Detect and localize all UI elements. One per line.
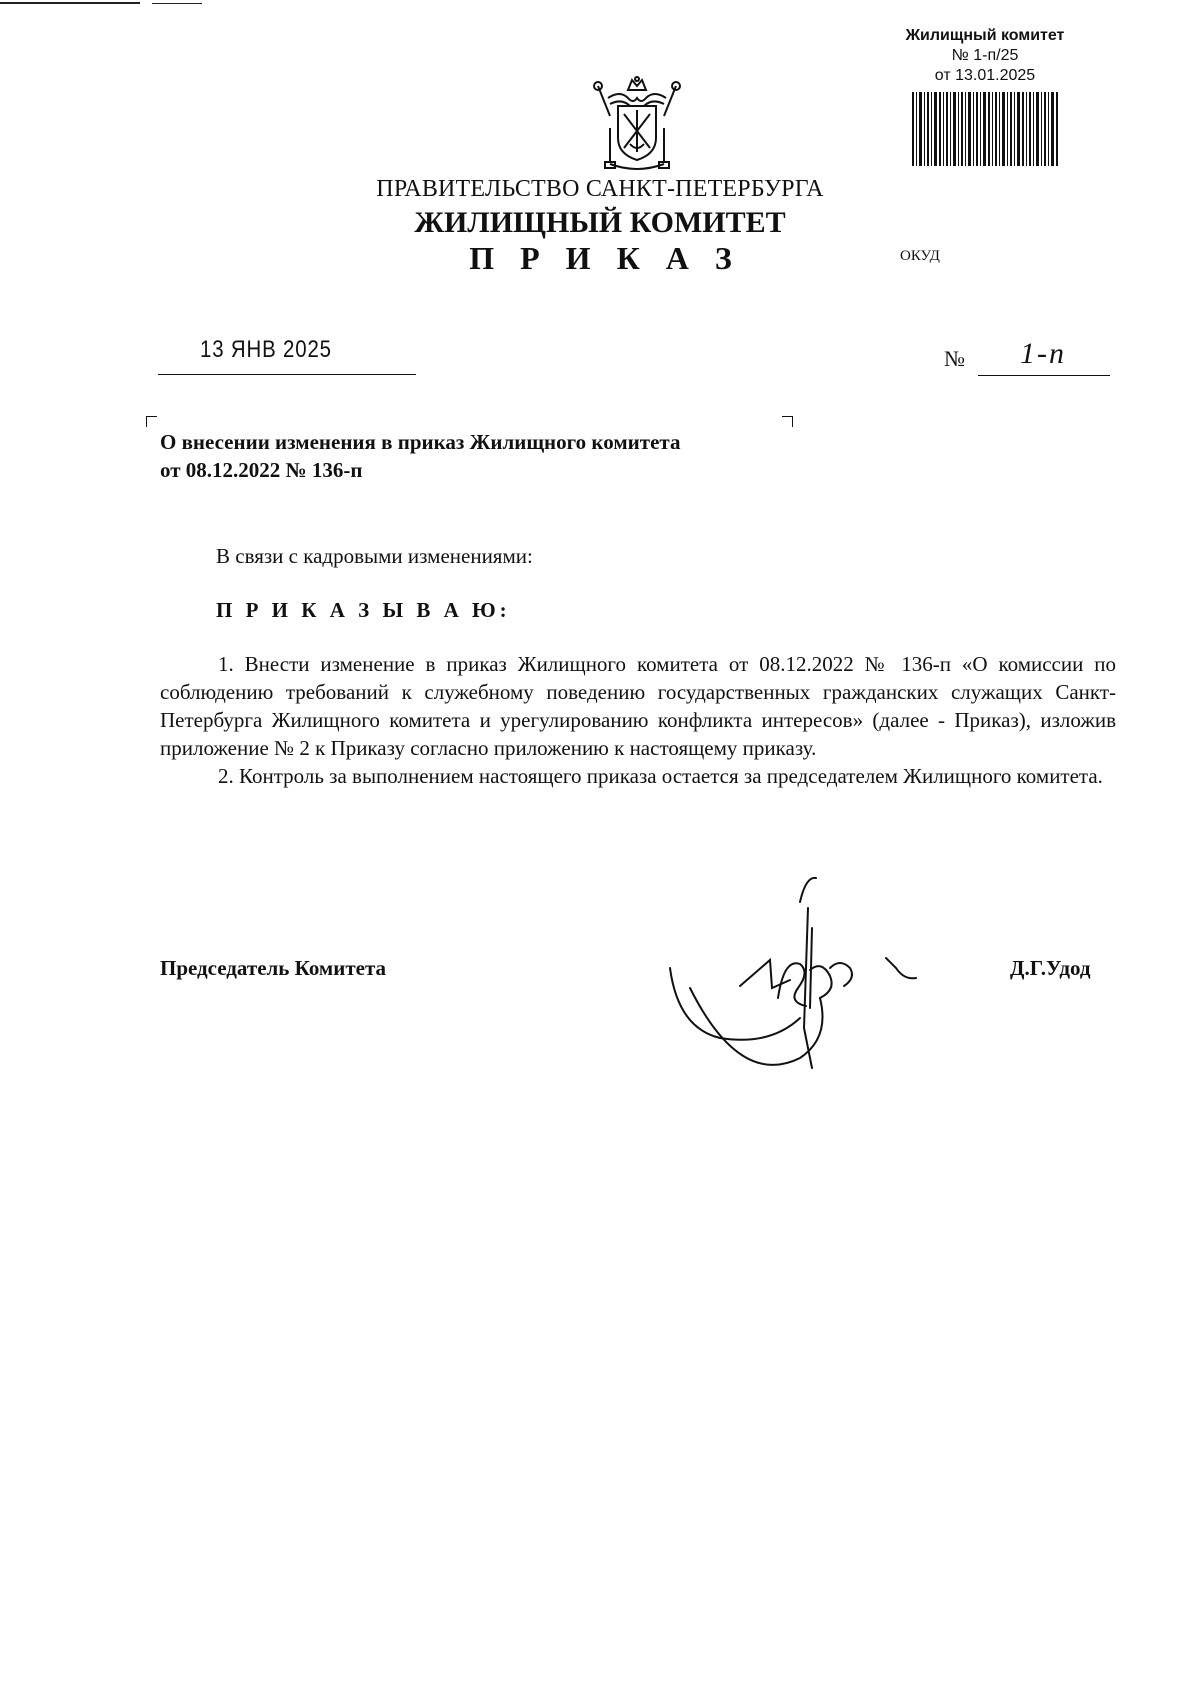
committee-name: ЖИЛИЩНЫЙ КОМИТЕТ bbox=[414, 206, 786, 239]
scan-artifact bbox=[0, 2, 140, 4]
order-number-handwritten: 1-п bbox=[1020, 337, 1066, 370]
handwritten-signature bbox=[660, 868, 920, 1088]
stamp-line-2: № 1-п/25 bbox=[951, 47, 1019, 64]
okud-label: ОКУД bbox=[900, 248, 940, 264]
order-number-label: № bbox=[944, 346, 965, 371]
document-type-title: П Р И К А З bbox=[469, 240, 741, 276]
stamp-line-1: Жилищный комитет bbox=[905, 27, 1065, 44]
coat-of-arms-emblem bbox=[588, 76, 686, 174]
order-subject bbox=[160, 428, 800, 484]
signatory-title: Председатель Комитета bbox=[160, 956, 387, 980]
order-item-1: 1. Внести изменение в приказ Жилищного комитета от 08.12.2022 № 136-п «О комиссии по соблюдению требований к служебному поведению государственных гражданских служащих Санкт-Петербурга Жилищного комитета и урегулированию конфликта интересов» (далее - Приказ), изложив приложение № 2 к Приказу согласно приложению к настоящему приказу. bbox=[160, 652, 1116, 760]
scan-artifact bbox=[152, 3, 202, 4]
government-name: ПРАВИТЕЛЬСТВО САНКТ-ПЕТЕРБУРГА bbox=[376, 176, 824, 202]
signatory-name: Д.Г.Удод bbox=[1010, 956, 1091, 980]
stamp-line-3: от 13.01.2025 bbox=[934, 67, 1036, 84]
barcode bbox=[912, 92, 1060, 166]
subject-bracket-left bbox=[146, 416, 157, 427]
subject-line-1: О внесении изменения в приказ Жилищного комитета bbox=[160, 430, 681, 454]
order-date-stamp: 13 ЯНВ 2025 bbox=[200, 336, 332, 363]
subject-line-2: от 08.12.2022 № 136-п bbox=[160, 458, 363, 482]
registration-stamp bbox=[880, 26, 1090, 86]
order-body bbox=[160, 650, 1116, 790]
subject-bracket-right bbox=[782, 416, 793, 427]
order-number-field bbox=[978, 337, 1110, 376]
decree-heading: П Р И К А З Ы В А Ю: bbox=[216, 598, 511, 622]
order-item-2: 2. Контроль за выполнением настоящего приказа остается за председателем Жилищного комитета. bbox=[218, 764, 1103, 788]
order-date-field bbox=[158, 336, 416, 375]
preamble-text: В связи с кадровыми изменениями: bbox=[216, 544, 533, 568]
